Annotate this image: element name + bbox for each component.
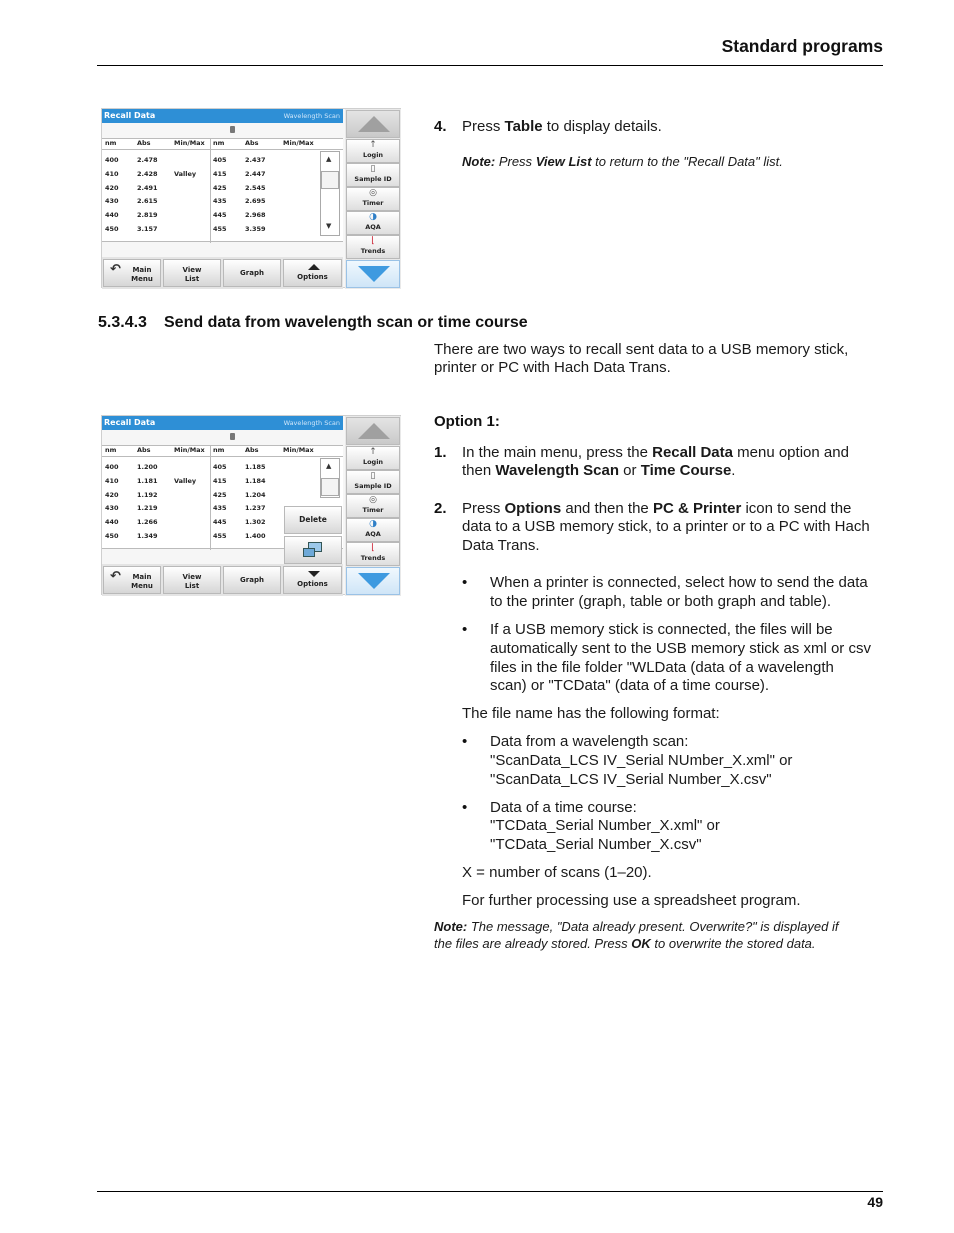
up-arrow-icon [358, 423, 390, 439]
table-cell: 455 [213, 225, 227, 233]
nav-down-button[interactable] [346, 567, 400, 595]
bullet-text: "ScanData_LCS IV_Serial NUmber_X.xml" or [490, 752, 793, 769]
side-panel [345, 416, 401, 596]
table-cell: 415 [213, 169, 227, 178]
view-list-button[interactable] [163, 259, 221, 287]
view-list-button[interactable] [163, 566, 221, 594]
bullet-text: to the printer (graph, table or both graph and table). [490, 593, 832, 610]
bottom-toolbar [102, 257, 343, 289]
trends-button[interactable] [346, 235, 400, 259]
button-label: List [184, 274, 200, 283]
table-cell: 1.185 [245, 463, 266, 471]
bullet-text: Data from a wavelength scan: [490, 733, 689, 750]
table-divider [210, 139, 211, 243]
button-label: Menu [131, 274, 153, 283]
side-panel [345, 109, 401, 289]
side-label: Sample ID [354, 175, 392, 183]
table-cell: 430 [105, 197, 119, 206]
bullet-icon: • [462, 799, 468, 816]
col-header: Min/Max [283, 139, 314, 147]
bullet-icon: • [462, 574, 468, 591]
screen-title-bar [102, 416, 343, 430]
button-label: View [182, 573, 202, 581]
pc-printer-button[interactable] [284, 536, 342, 564]
col-header: Abs [137, 446, 151, 454]
table-cell: 445 [213, 518, 227, 527]
nav-up-button[interactable] [346, 110, 400, 138]
table-cell: 2.437 [245, 156, 266, 164]
intro-line: printer or PC with Hach Data Trans. [434, 359, 671, 376]
paragraph: The file name has the following format: [462, 705, 720, 722]
section-title: Send data from wavelength scan or time course [164, 314, 528, 331]
screen-title: Recall Data [104, 111, 156, 120]
table-cell: 1.400 [245, 532, 266, 540]
running-header: Standard programs [721, 36, 883, 56]
screen-title-bar [102, 109, 343, 123]
side-label: Trends [360, 554, 386, 562]
table-cell: 1.302 [245, 518, 266, 527]
table-cell: 450 [105, 225, 119, 233]
table-cell: 1.200 [137, 463, 158, 471]
back-arrow-icon: ↶ [110, 262, 121, 277]
graph-button[interactable] [223, 259, 281, 287]
side-label: Login [362, 458, 384, 466]
table-cell: 1.192 [137, 490, 158, 499]
page-number: 49 [867, 1194, 883, 1210]
side-label: AQA [365, 223, 381, 231]
sample-id-icon: ▯ [370, 164, 376, 174]
table-cell: 1.266 [137, 518, 158, 527]
step-text: Data Trans. [462, 537, 540, 554]
login-button[interactable] [346, 139, 400, 163]
table-cell: 1.184 [245, 476, 266, 485]
main-menu-button[interactable] [103, 566, 161, 594]
table-divider [102, 149, 343, 150]
table-cell: 425 [213, 183, 227, 192]
table-cell: 410 [105, 169, 119, 178]
device-screen-recall-data-table [101, 108, 401, 288]
side-label: Login [362, 151, 384, 159]
header-rule [97, 65, 883, 66]
intro-line: There are two ways to recall sent data to a USB memory stick, [434, 341, 849, 358]
bullet-text: Data of a time course: [490, 799, 637, 816]
login-icon: ↑ [369, 140, 377, 150]
delete-button[interactable]: Delete [284, 506, 342, 534]
col-header: Abs [245, 446, 259, 454]
step-number: 4. [434, 118, 447, 135]
paragraph: X = number of scans (1–20). [462, 864, 652, 881]
table-cell: 3.359 [245, 225, 266, 233]
col-header: Abs [245, 139, 259, 147]
table-cell: 1.219 [137, 504, 158, 513]
table-cell: 2.428 [137, 169, 158, 178]
bullet-text: If a USB memory stick is connected, the files will be [490, 621, 833, 638]
aqa-icon: ◑ [369, 212, 377, 222]
scroll-up-icon[interactable]: ▲ [326, 155, 332, 163]
table-cell: 400 [105, 463, 119, 471]
table-cell: 2.968 [245, 211, 266, 220]
step-text: Press Options and then the PC & Printer icon to send the [462, 500, 852, 517]
table-cell: 2.447 [245, 169, 266, 178]
button-label: Options [297, 580, 328, 588]
nav-down-button[interactable] [346, 260, 400, 288]
bullet-icon: • [462, 733, 468, 750]
col-header: nm [105, 446, 117, 454]
side-label: AQA [365, 530, 381, 538]
table-cell: 2.478 [137, 156, 158, 164]
col-header: nm [213, 446, 225, 454]
button-label: Options [297, 273, 328, 281]
step-text: Press Table to display details. [462, 118, 662, 135]
table-cell: 425 [213, 490, 227, 499]
bullet-icon: • [462, 621, 468, 638]
bottom-toolbar [102, 564, 343, 596]
col-header: Abs [137, 139, 151, 147]
trash-icon [230, 126, 235, 133]
section-number: 5.3.4.3 [98, 314, 147, 331]
sample-id-button[interactable] [346, 163, 400, 187]
aqa-button[interactable] [346, 518, 400, 542]
paragraph: For further processing use a spreadsheet program. [462, 892, 801, 909]
side-label: Timer [362, 506, 384, 514]
timer-button[interactable] [346, 494, 400, 518]
table-cell: 420 [105, 183, 119, 192]
table-cell: 2.615 [137, 197, 158, 206]
table-cell: 430 [105, 504, 119, 513]
footer-rule [97, 1191, 883, 1192]
down-arrow-icon [358, 266, 390, 282]
table-cell: 3.157 [137, 225, 158, 233]
options-button[interactable] [283, 259, 342, 287]
table-cell: 445 [213, 211, 227, 220]
table-cell: 1.349 [137, 532, 158, 540]
note-text: the files are already stored. Press OK to overwrite the stored data. [434, 936, 816, 951]
main-menu-button[interactable] [103, 259, 161, 287]
side-label: Timer [362, 199, 384, 207]
col-header: Min/Max [174, 446, 205, 454]
nav-up-button[interactable] [346, 417, 400, 445]
bullet-text: files in the file folder "WLData (data of a wavelength [490, 659, 834, 676]
step-text: then Wavelength Scan or Time Course. [462, 462, 736, 479]
back-arrow-icon: ↶ [110, 569, 121, 584]
bullet-text: When a printer is connected, select how to send the data [490, 574, 868, 591]
section-heading [98, 314, 528, 332]
button-label: List [184, 581, 200, 590]
table-divider [102, 456, 343, 457]
note-text: Note: Press View List to return to the "Recall Data" list. [462, 154, 783, 169]
up-arrow-icon [358, 116, 390, 132]
scroll-down-icon[interactable]: ▼ [326, 222, 332, 230]
scroll-thumb[interactable] [321, 171, 339, 189]
col-header: Min/Max [283, 446, 314, 454]
table-cell: 435 [213, 504, 227, 513]
table-cell: 2.819 [137, 211, 158, 220]
scroll-up-icon[interactable]: ▲ [326, 462, 332, 470]
table-cell: 415 [213, 476, 227, 485]
trends-icon: ⌊ [371, 543, 375, 553]
button-label: View [182, 266, 202, 274]
graph-button[interactable] [223, 566, 281, 594]
table-cell: Valley [174, 169, 197, 178]
button-label: Main [132, 573, 152, 581]
bullet-text: scan) or "TCData" (data of a time course). [490, 677, 770, 694]
screen-subtitle: Wavelength Scan [283, 112, 340, 120]
table-cell: 455 [213, 532, 227, 540]
side-label: Trends [360, 247, 386, 255]
login-icon: ↑ [369, 447, 377, 457]
table-divider [210, 446, 211, 550]
aqa-icon: ◑ [369, 519, 377, 529]
table-cell: 440 [105, 518, 119, 527]
step-text: data to a USB memory stick, to a printer or to a PC with Hach [462, 518, 870, 535]
bullet-text: automatically sent to the USB memory stick as xml or csv [490, 640, 871, 657]
table-cell: 420 [105, 490, 119, 499]
bullet-text: "ScanData_LCS IV_Serial Number_X.csv" [490, 771, 772, 788]
timer-icon: ◎ [369, 495, 377, 505]
sample-id-button[interactable] [346, 470, 400, 494]
table-cell: 2.491 [137, 183, 158, 192]
timer-icon: ◎ [369, 188, 377, 198]
trends-icon: ⌊ [371, 236, 375, 246]
button-label: Graph [240, 576, 264, 584]
button-label: Main [132, 266, 152, 274]
table-cell: 405 [213, 463, 227, 471]
bullet-text: "TCData_Serial Number_X.xml" or [490, 817, 720, 834]
device-screen-recall-data-options [101, 415, 401, 595]
table-cell: 1.181 [137, 476, 158, 485]
step-number: 1. [434, 444, 447, 461]
button-label: Graph [240, 269, 264, 277]
option-label: Option 1: [434, 413, 500, 430]
col-header: nm [213, 139, 225, 147]
screen-title: Recall Data [104, 418, 156, 427]
aqa-button[interactable] [346, 211, 400, 235]
monitor-icon [303, 548, 315, 557]
trends-button[interactable] [346, 542, 400, 566]
scroll-thumb[interactable] [321, 478, 339, 496]
step-number: 2. [434, 500, 447, 517]
sample-id-icon: ▯ [370, 471, 376, 481]
screen-subtitle: Wavelength Scan [283, 419, 340, 427]
side-label: Sample ID [354, 482, 392, 490]
login-button[interactable] [346, 446, 400, 470]
trash-icon [230, 433, 235, 440]
timer-button[interactable] [346, 187, 400, 211]
down-arrow-icon [358, 573, 390, 589]
table-cell: 2.545 [245, 183, 266, 192]
table-cell: 1.237 [245, 504, 266, 513]
button-label: Menu [131, 581, 153, 590]
col-header: Min/Max [174, 139, 205, 147]
note-text: Note: The message, "Data already present. Overwrite?" is displayed if [434, 919, 839, 934]
data-table [102, 138, 343, 242]
options-down-icon [308, 571, 320, 577]
table-cell: 410 [105, 476, 119, 485]
table-cell: 2.695 [245, 197, 266, 206]
step-text: In the main menu, press the Recall Data menu option and [462, 444, 849, 461]
table-cell: 400 [105, 156, 119, 164]
table-cell: Valley [174, 476, 197, 485]
col-header: nm [105, 139, 117, 147]
table-cell: 440 [105, 211, 119, 220]
bullet-text: "TCData_Serial Number_X.csv" [490, 836, 702, 853]
options-button[interactable] [283, 566, 342, 594]
options-up-icon [308, 264, 320, 270]
table-cell: 450 [105, 532, 119, 540]
table-cell: 435 [213, 197, 227, 206]
table-cell: 405 [213, 156, 227, 164]
table-cell: 1.204 [245, 490, 266, 499]
